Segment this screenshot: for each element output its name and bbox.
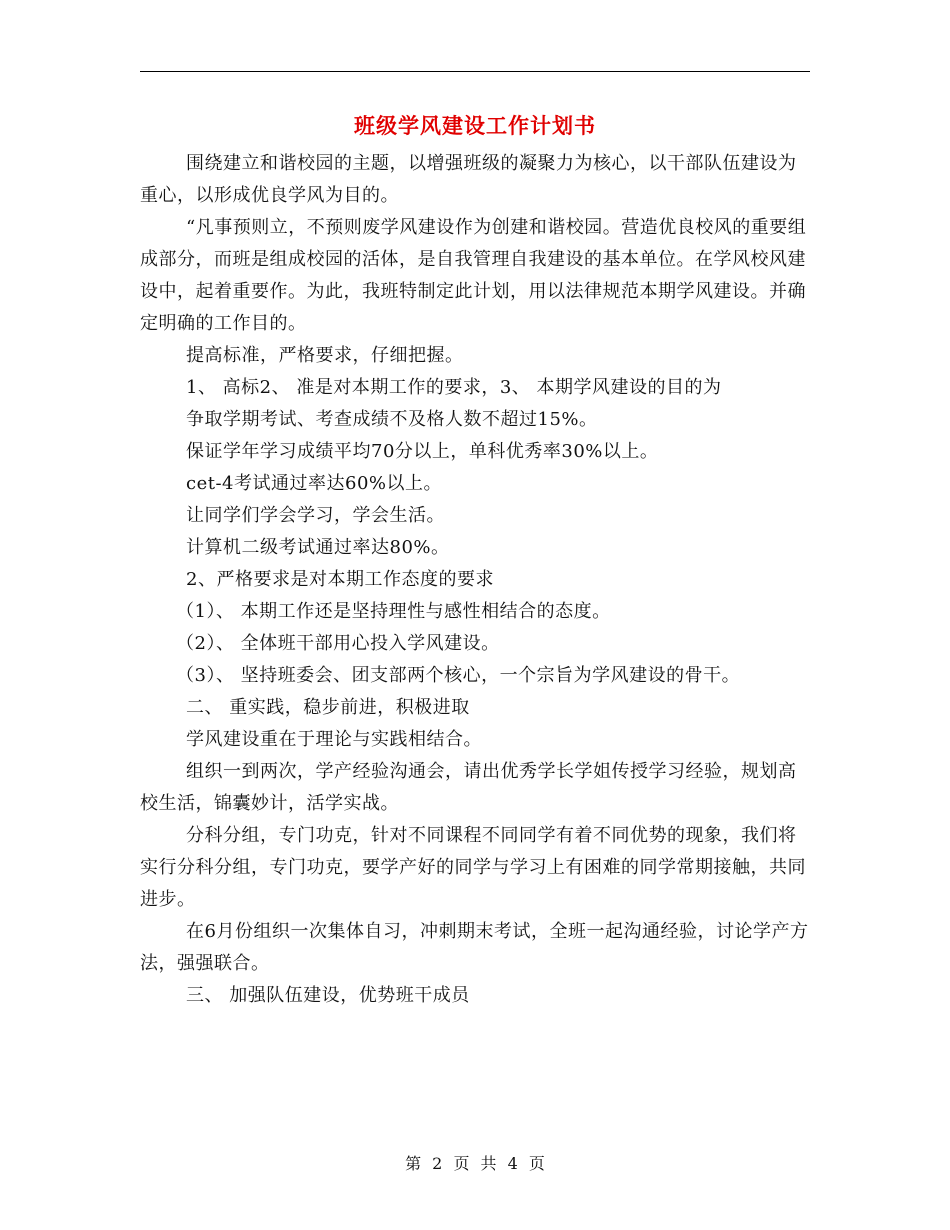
list-item-goal: 争取学期考试、考查成绩不及格人数不超过15%。 xyxy=(186,409,598,430)
list-item-goal: 计算机二级考试通过率达80%。 xyxy=(186,537,450,558)
paragraph-intro: 围绕建立和谐校园的主题，以增强班级的凝聚力为核心，以干部队伍建设为重心，以形成优良学风为目的。 xyxy=(140,153,797,206)
list-item-goal: cet-4考试通过率达60%以上。 xyxy=(186,473,443,494)
document-title: 班级学风建设工作计划书 xyxy=(354,113,596,138)
list-item-attitude: （2）、 全体班干部用心投入学风建设。 xyxy=(176,633,500,654)
list-item-goal: 让同学们学会学习，学会生活。 xyxy=(186,505,445,526)
list-item-attitude: （3）、 坚持班委会、团支部两个核心，一个宗旨为学风建设的骨干。 xyxy=(176,665,741,686)
list-item-goal: 保证学年学习成绩平均70分以上，单科优秀率30%以上。 xyxy=(186,441,659,462)
paragraph-attitude-heading: 2、严格要求是对本期工作态度的要求 xyxy=(186,569,494,590)
paragraph-practice: 在6月份组织一次集体自习，冲刺期末考试，全班一起沟通经验，讨论学产方法，强强联合。 xyxy=(140,921,809,974)
paragraph-practice: 组织一到两次，学产经验沟通会，请出优秀学长学姐传授学习经验，规划高校生活，锦囊妙计，活学实战。 xyxy=(140,761,797,814)
paragraph-goal-heading: 1、 高标2、 准是对本期工作的要求，3、 本期学风建设的目的为 xyxy=(186,377,722,398)
section-heading-practice: 二、 重实践，稳步前进，积极进取 xyxy=(186,697,470,718)
section-heading-team: 三、 加强队伍建设，优势班干成员 xyxy=(186,985,470,1006)
paragraph-practice: 学风建设重在于理论与实践相结合。 xyxy=(186,729,482,750)
header-rule xyxy=(140,71,810,72)
paragraph-principle: 提高标准，严格要求，仔细把握。 xyxy=(186,345,464,366)
page-number: 第 2 页 共 4 页 xyxy=(405,1154,545,1173)
document-body xyxy=(140,148,810,1012)
list-item-attitude: （1）、 本期工作还是坚持理性与感性相结合的态度。 xyxy=(176,601,611,622)
paragraph-rationale: “凡事预则立，不预则废学风建设作为创建和谐校园。营造优良校风的重要组成部分，而班是组成校园的活体，是自我管理自我建设的基本单位。在学风校风建设中，起着重要作。为此，我班特制定此计划，用以法律规范本期学风建设。并确定明确的工作目的。 xyxy=(140,217,807,334)
paragraph-practice: 分科分组，专门功克，针对不同课程不同同学有着不同优势的现象，我们将实行分科分组，专门功克，要学产好的同学与学习上有困难的同学常期接触，共同进步。 xyxy=(140,825,806,910)
